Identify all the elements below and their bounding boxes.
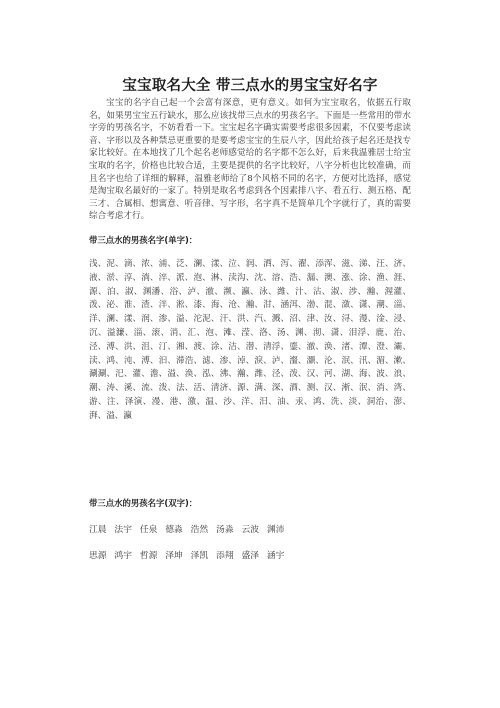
double-name: 法宇 <box>114 525 133 535</box>
single-names-list: 浅、泥、滴、浓、浦、泛、澜、漾、泣、润、洒、泻、濯、添浑、滋、涕、汪、济、液、淤、淳、淌、淬、派、泡、淋、渎沟、沈、溶、浩、漏、澳、涨、涂、渔、涯、源、泊、淑、渊潘、浴、泸、澈、濒、瀛、泳、潍、汁、沾、淑、涉、瀚、渥灌、泼、泌、淮、渣、泮、淞、漆、海、沧、瀚、泔、涵洱、渤、混、潋、潇、潮、淄、洋、澜、漾、润、渗、溢、沱泥、汗、洪、汽、溅、沼、津、汝、浔、漫、淦、浸、沉、溢濂、淄、滚、消、汇、泡、滩、滢、洛、汤、渊、沏、潇、泪浮、鹿、治、泾、溥、洪、沮、汀、湘、渡、涂、洁、潜、清浮、鎏、澈、涣、渚、潭、澄、灞、渎、鸿、沌、溥、汩、滞浩、滤、渗、淖、淚、泸、瀣、灏、沦、泯、汛、湄、漱、涮涮、汜、灌、澹、溢、涣、泓、沸、瀚、潍、泾、泼、汉、河、湖、海、波、浪、潮、涛、溪、流、泼、法、活、清济、源、满、深、酒、测、汉、淅、泯、消、湾、游、注、泽演、漫、港、激、温、沙、洋、汨、油、汞、鸿、洗、淡、洞治、澎、湃、溢、瀛 <box>89 259 411 421</box>
double-names-row-1 <box>89 522 419 535</box>
double-name: 泽坤 <box>165 551 183 561</box>
double-name: 汤淼 <box>216 525 234 535</box>
double-name: 哲源 <box>139 551 158 561</box>
double-name: 渊沛 <box>266 525 285 535</box>
double-names-row-2 <box>89 548 419 561</box>
double-name: 盛泽 <box>241 551 260 561</box>
page-title: 宝宝取名大全 带三点水的男宝宝好名字 <box>122 77 378 94</box>
double-name: 泽凯 <box>190 551 209 561</box>
double-name: 思源 <box>89 551 107 561</box>
double-name: 江晨 <box>89 525 107 535</box>
double-name: 涵宇 <box>266 551 285 561</box>
double-name: 德淼 <box>165 525 183 535</box>
double-name: 浩然 <box>190 525 209 535</box>
double-name: 任泉 <box>139 525 158 535</box>
double-name: 云波 <box>241 525 260 535</box>
double-name: 鸿宇 <box>114 551 133 561</box>
single-names-heading: 带三点水的男孩名字(单字)： <box>89 235 198 245</box>
double-names-heading: 带三点水的男孩名字(双字)： <box>89 498 198 508</box>
double-name: 添翔 <box>216 551 234 561</box>
intro-paragraph: 宝宝的名字自己起一个会富有深意，更有意义。如何为宝宝取名，依据五行取名，如果男宝宝五行缺水，那么应该找带三点水的男孩名字。下面是一些常用的带水字旁的男孩名字，不妨看看一下。宝宝起名字确实需要考虑很多因素，不仅要考虑读音、字形以及各种禁忌更重要的是要考虑宝宝的生辰八字，因此给孩子起名还是找专家比较好。在本地找了几个起名老师感觉给的名字都不怎么好，后来我温雅居士给宝宝取的名字，价格也比较合适，主要是提供的名字比较好，八字分析也比较准确，而且名字也给了详细的解释，温雅老师给了8个风格不同的名字，方便对比选择，感觉是淘宝取名最好的一家了。特别是取名考虑到各个因素排八字、看五行、测五格、配三才、合属相、想寓意、听音律、写字形，名字真不是简单几个字就行了，真的需要综合考虑才行。 <box>89 98 411 222</box>
